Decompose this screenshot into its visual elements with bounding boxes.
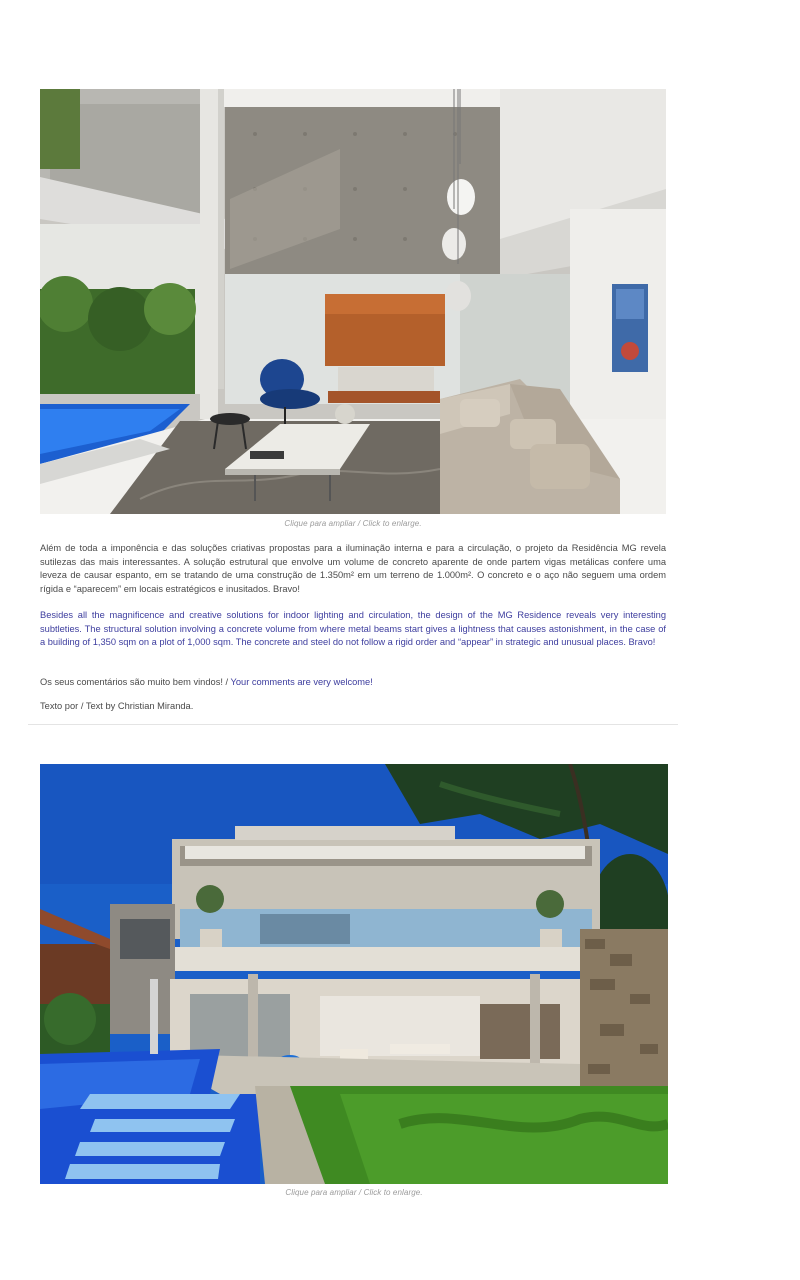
paragraph-english: Besides all the magnificence and creative solutions for indoor lighting and circulation, the design of the MG Residence reveals very interesting subtleties. The structural solution involving a concrete volume from where metal beams start gives a lightness that causes astonishment, in the case of a building of 1,350 sqm on a plot of 1,000 sqm. The concrete and steel do not follow a rigid order and “appear” in strategic and unusual places. Bravo! [40,610,666,648]
post-divider [28,724,678,725]
photo-caption: Clique para ampliar / Click to enlarge. [285,1188,423,1197]
living-room-photo[interactable] [40,89,666,514]
photo-caption: Clique para ampliar / Click to enlarge. [284,519,422,528]
exterior-photo[interactable] [40,764,668,1184]
author-credit: Texto por / Text by Christian Miranda. [40,701,194,711]
comments-invite [40,676,666,690]
exterior-illustration [40,764,668,1184]
paragraph-portuguese: Além de toda a imponência e das soluções criativas propostas para a iluminação interna e para a circulação, o projeto da Residência MG revela sutilezas das mais interessantes. A solução estrutural que envolve um volume de concreto aparente de onde partem vigas metálicas confere uma leveza de causar espanto, em se tratando de uma construção de 1.350m² em um terreno de 1.000m². O concreto e o aço não seguem uma ordem rígida e “aparecem” em locais estratégicos e inusitados. Bravo! [40,543,666,595]
comments-invite-pt: Os seus comentários são muito bem vindos! / [40,677,231,687]
living-room-illustration [40,89,666,514]
comments-invite-en: Your comments are very welcome! [230,677,373,687]
